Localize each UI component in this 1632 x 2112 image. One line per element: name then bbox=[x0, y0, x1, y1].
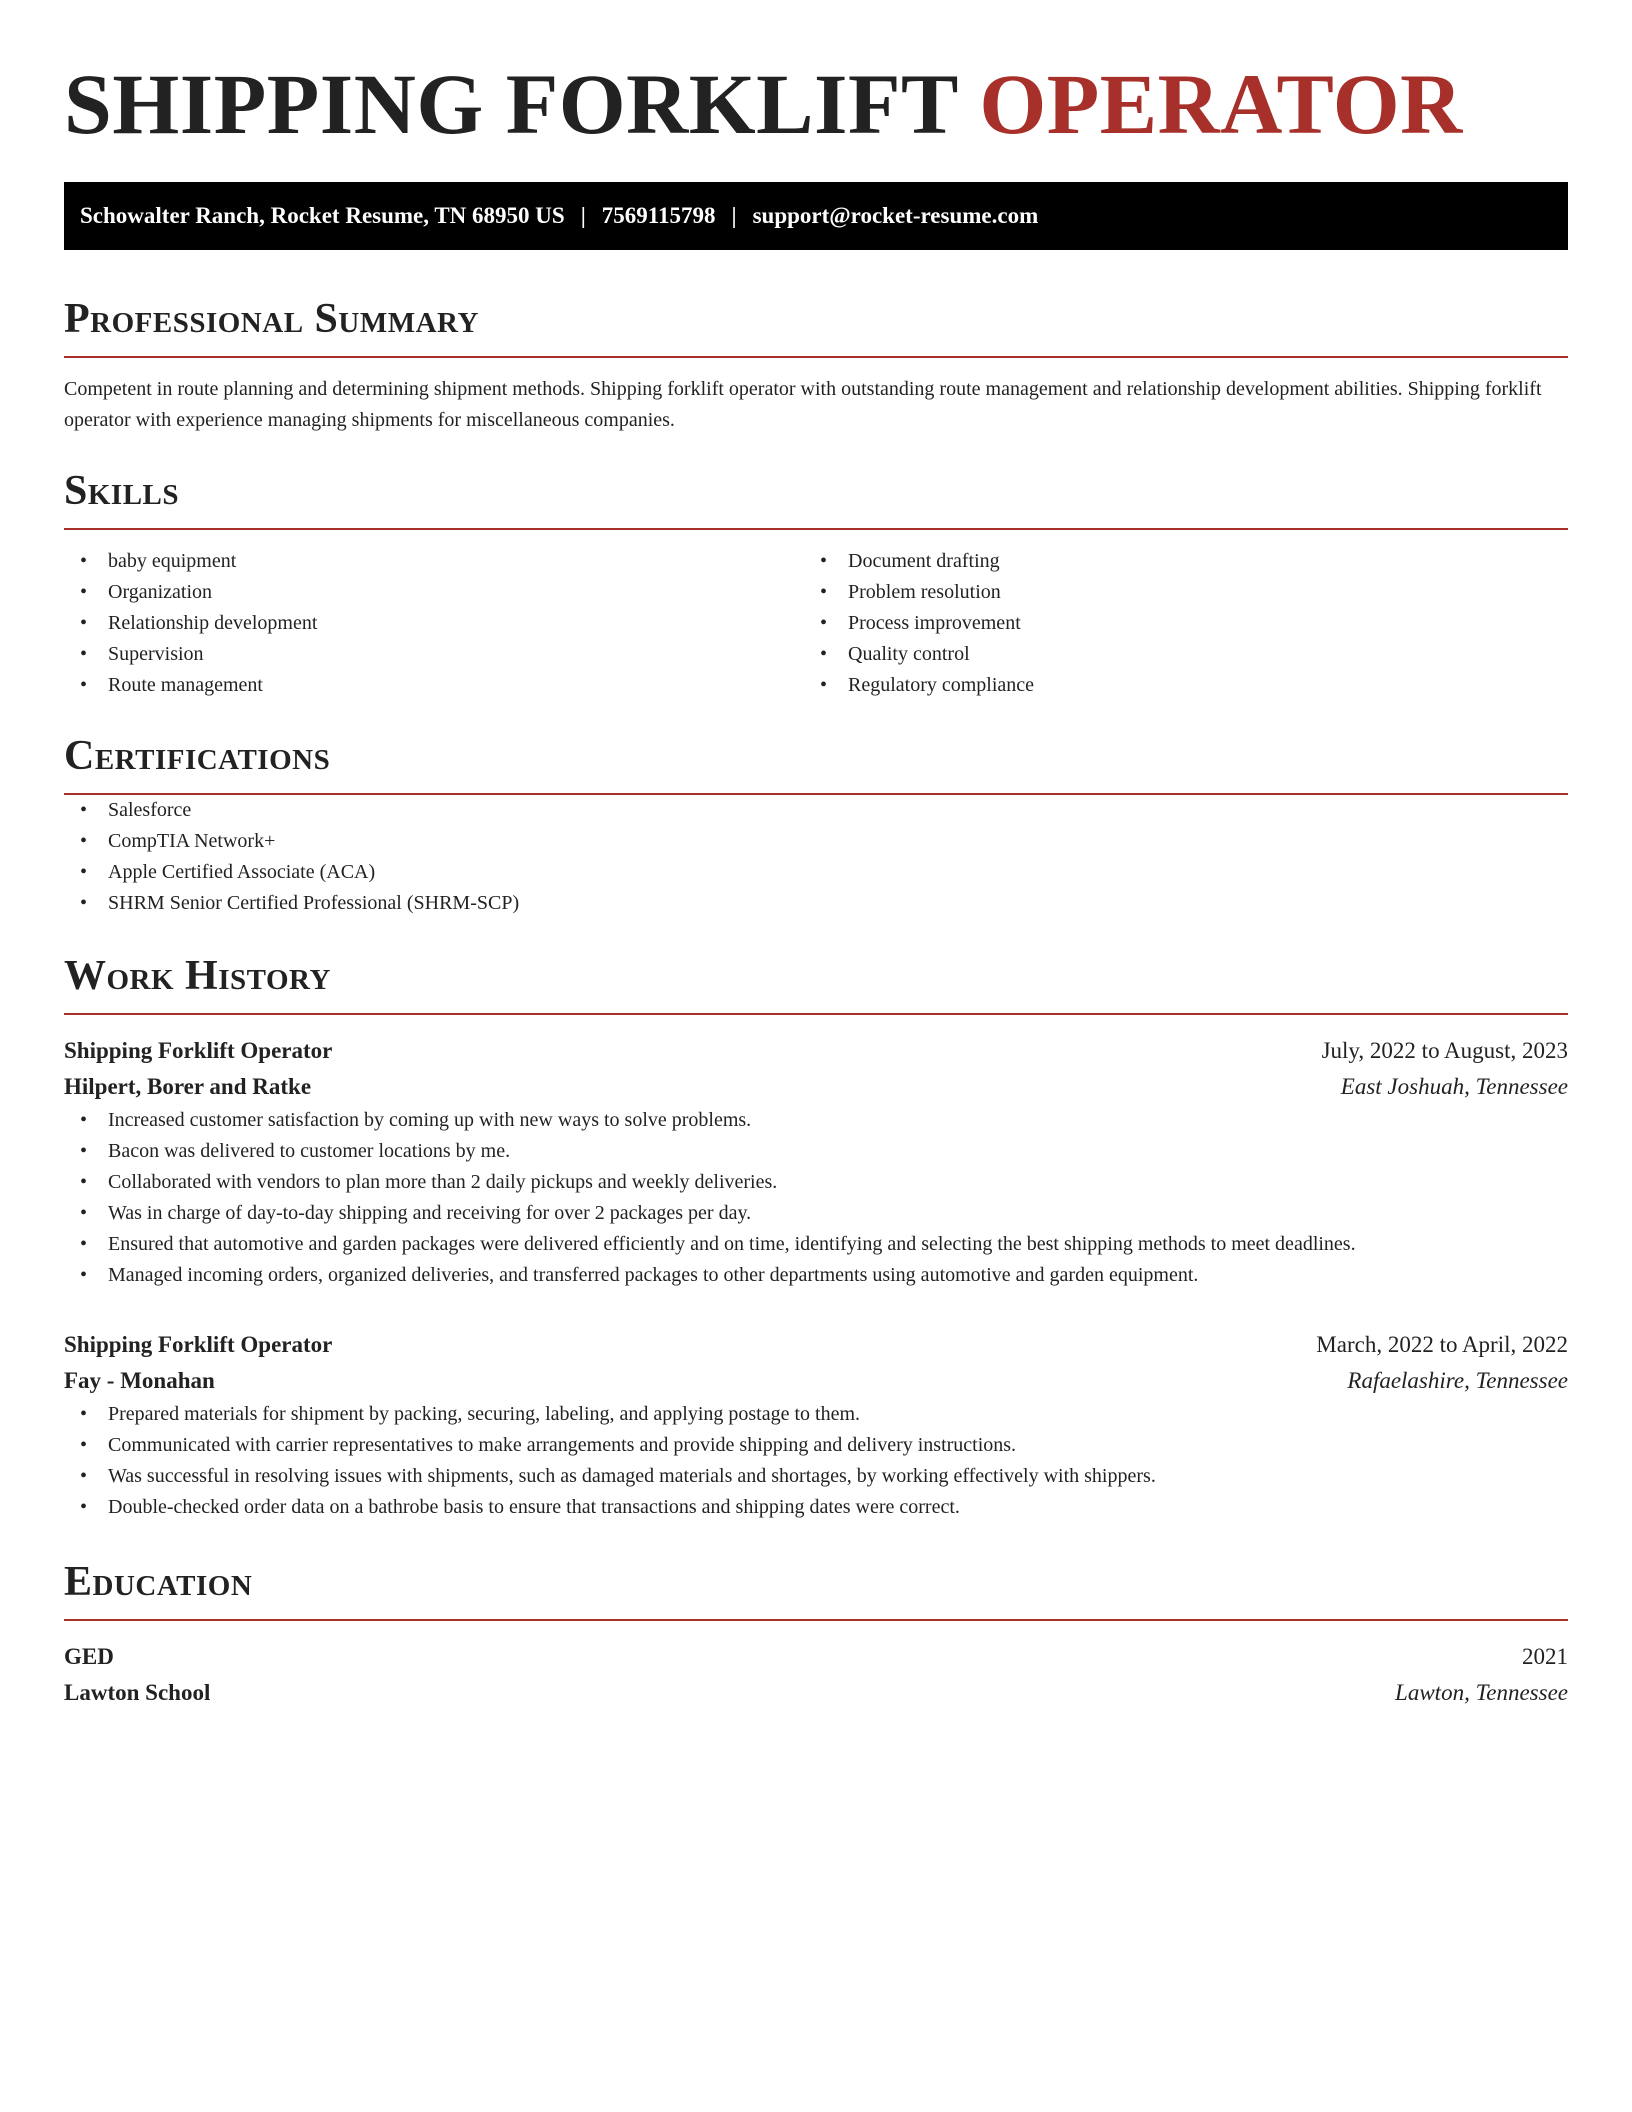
skill-item: • Document drafting bbox=[804, 546, 1544, 577]
education-degree: GED bbox=[64, 1644, 114, 1669]
section-divider bbox=[64, 528, 1568, 530]
certifications-heading: Certifications bbox=[64, 733, 331, 779]
contact-bar bbox=[64, 182, 1568, 250]
job-duty: • Was successful in resolving issues with shipments, such as damaged materials and shortages, by working effectively with shippers. bbox=[64, 1461, 1568, 1492]
job-entry bbox=[64, 1033, 1568, 1291]
job-location: East Joshuah, Tennessee bbox=[1340, 1074, 1568, 1099]
job-duty: • Double-checked order data on a bathrobe basis to ensure that transactions and shipping dates were correct. bbox=[64, 1492, 1568, 1523]
skill-item: • baby equipment bbox=[64, 546, 804, 577]
education-degree-row bbox=[64, 1639, 1568, 1675]
section-divider bbox=[64, 356, 1568, 358]
certifications-list bbox=[64, 795, 1568, 919]
job-header-row bbox=[64, 1033, 1568, 1069]
skills-list-left bbox=[64, 546, 804, 701]
job-dates: March, 2022 to April, 2022 bbox=[1316, 1332, 1568, 1357]
skill-item: • Regulatory compliance bbox=[804, 670, 1544, 701]
work-history-heading: Work History bbox=[64, 953, 331, 999]
job-header-row bbox=[64, 1327, 1568, 1363]
job-duty: • Communicated with carrier representatives to make arrangements and provide shipping and delivery instructions. bbox=[64, 1430, 1568, 1461]
skill-item: • Problem resolution bbox=[804, 577, 1544, 608]
job-company: Fay - Monahan bbox=[64, 1368, 215, 1393]
contact-email: support@rocket-resume.com bbox=[752, 203, 1039, 228]
job-duty: • Prepared materials for shipment by packing, securing, labeling, and applying postage to them. bbox=[64, 1399, 1568, 1430]
resume-title bbox=[64, 58, 1568, 150]
certification-item: • Apple Certified Associate (ACA) bbox=[64, 857, 1568, 888]
contact-separator: | bbox=[580, 203, 586, 228]
summary-heading: Professional Summary bbox=[64, 296, 479, 342]
certification-item: • Salesforce bbox=[64, 795, 1568, 826]
work-history-section bbox=[64, 951, 1568, 1523]
job-entry bbox=[64, 1327, 1568, 1523]
contact-address: Schowalter Ranch, Rocket Resume, TN 68950 US bbox=[80, 203, 565, 228]
education-section bbox=[64, 1557, 1568, 1711]
skill-item: • Organization bbox=[64, 577, 804, 608]
skills-section bbox=[64, 466, 1568, 701]
job-duty: • Collaborated with vendors to plan more than 2 daily pickups and weekly deliveries. bbox=[64, 1167, 1568, 1198]
skill-item: • Process improvement bbox=[804, 608, 1544, 639]
title-main: SHIPPING FORKLIFT bbox=[64, 56, 980, 152]
job-title: Shipping Forklift Operator bbox=[64, 1332, 333, 1357]
job-company-row bbox=[64, 1363, 1568, 1399]
certification-item: • SHRM Senior Certified Professional (SHRM-SCP) bbox=[64, 888, 1568, 919]
title-accent: OPERATOR bbox=[979, 56, 1463, 152]
skills-heading: Skills bbox=[64, 468, 180, 514]
job-duty: • Managed incoming orders, organized deliveries, and transferred packages to other departments using automotive and garden equipment. bbox=[64, 1260, 1568, 1291]
summary-text: Competent in route planning and determining shipment methods. Shipping forklift operator with outstanding route management and relationship development abilities. Shipping forklift operator with experience managing shipments for miscellaneous companies. bbox=[64, 378, 1542, 431]
job-dates: July, 2022 to August, 2023 bbox=[1321, 1038, 1568, 1063]
job-location: Rafaelashire, Tennessee bbox=[1347, 1368, 1568, 1393]
section-divider bbox=[64, 1013, 1568, 1015]
skills-list-right bbox=[804, 546, 1544, 701]
education-school-row bbox=[64, 1675, 1568, 1711]
job-company-row bbox=[64, 1069, 1568, 1105]
contact-separator: | bbox=[731, 203, 737, 228]
job-duties-list bbox=[64, 1399, 1568, 1523]
job-duty: • Increased customer satisfaction by coming up with new ways to solve problems. bbox=[64, 1105, 1568, 1136]
education-entry bbox=[64, 1639, 1568, 1711]
skills-columns bbox=[64, 546, 1568, 701]
job-company: Hilpert, Borer and Ratke bbox=[64, 1074, 312, 1099]
job-duty: • Bacon was delivered to customer locations by me. bbox=[64, 1136, 1568, 1167]
skill-item: • Route management bbox=[64, 670, 804, 701]
education-location: Lawton, Tennessee bbox=[1395, 1680, 1568, 1705]
certifications-section bbox=[64, 731, 1568, 919]
skill-item: • Quality control bbox=[804, 639, 1544, 670]
contact-phone: 7569115798 bbox=[601, 203, 716, 228]
education-year: 2021 bbox=[1522, 1644, 1568, 1669]
education-heading: Education bbox=[64, 1559, 253, 1605]
skill-item: • Relationship development bbox=[64, 608, 804, 639]
summary-section bbox=[64, 294, 1568, 436]
job-title: Shipping Forklift Operator bbox=[64, 1038, 333, 1063]
skill-item: • Supervision bbox=[64, 639, 804, 670]
certification-item: • CompTIA Network+ bbox=[64, 826, 1568, 857]
job-duty: • Ensured that automotive and garden packages were delivered efficiently and on time, identifying and selecting the best shipping methods to meet deadlines. bbox=[64, 1229, 1568, 1260]
education-school: Lawton School bbox=[64, 1680, 211, 1705]
job-duties-list bbox=[64, 1105, 1568, 1291]
section-divider bbox=[64, 1619, 1568, 1621]
job-duty: • Was in charge of day-to-day shipping and receiving for over 2 packages per day. bbox=[64, 1198, 1568, 1229]
